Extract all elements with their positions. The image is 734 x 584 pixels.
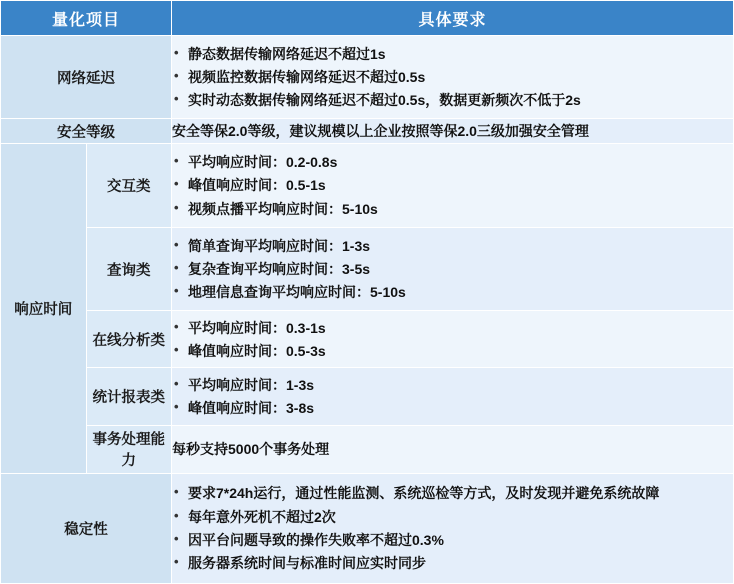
subcategory-interactive: 交互类 (86, 144, 172, 227)
category-network-latency: 网络延迟 (1, 36, 172, 119)
table-row-network-latency (1, 36, 734, 119)
list-item: • 平均响应时间：1-3s (172, 375, 733, 395)
list-item: • 平均响应时间：0.3-1s (172, 318, 733, 338)
list-item: • 每年意外死机不超过2次 (172, 507, 733, 527)
table-row-response-online-analysis (1, 311, 734, 368)
table-row-stability (1, 474, 734, 584)
list-item: • 静态数据传输网络延迟不超过1s (172, 44, 733, 64)
list-item: • 平均响应时间：0.2-0.8s (172, 152, 733, 172)
list-item: • 峰值响应时间：3-8s (172, 398, 733, 418)
content-network-latency (172, 36, 734, 119)
security-level-text: 安全等保2.0等级，建议规模以上企业按照等保2.0三级加强安全管理 (172, 123, 589, 140)
list-item: • 因平台问题导致的操作失败率不超过0.3% (172, 530, 733, 550)
content-stability (172, 474, 734, 584)
list-item: • 视频点播平均响应时间：5-10s (172, 199, 733, 219)
table-row-response-query (1, 227, 734, 310)
list-item: • 地理信息查询平均响应时间：5-10s (172, 282, 733, 302)
category-security-level: 安全等级 (1, 119, 172, 144)
transaction-capacity-text: 每秒支持5000个事务处理 (172, 441, 330, 458)
list-item: • 复杂查询平均响应时间：3-5s (172, 259, 733, 279)
category-stability: 稳定性 (1, 474, 172, 584)
subcategory-query: 查询类 (86, 227, 172, 310)
list-item: • 视频监控数据传输网络延迟不超过0.5s (172, 67, 733, 87)
list-item: • 要求7*24h运行，通过性能监测、系统巡检等方式，及时发现并避免系统故障 (172, 483, 733, 503)
subcategory-statistics-report: 统计报表类 (86, 368, 172, 425)
table-row-response-report (1, 368, 734, 425)
table-row-response-interactive (1, 144, 734, 227)
list-item: • 峰值响应时间：0.5-1s (172, 175, 733, 195)
content-response-query (172, 227, 734, 310)
category-response-time: 响应时间 (1, 144, 87, 474)
list-item: • 服务器系统时间与标准时间应实时同步 (172, 553, 733, 573)
content-response-online-analysis (172, 311, 734, 368)
subcategory-online-analysis: 在线分析类 (86, 311, 172, 368)
content-response-report (172, 368, 734, 425)
table-row-transaction-capacity (1, 425, 734, 474)
list-item: • 实时动态数据传输网络延迟不超过0.5s，数据更新频次不低于2s (172, 90, 733, 110)
content-response-interactive (172, 144, 734, 227)
subcategory-transaction-capacity: 事务处理能力 (86, 425, 172, 474)
content-transaction-capacity (172, 425, 734, 474)
table-row-security-level (1, 119, 734, 144)
table-header-row (1, 1, 734, 36)
list-item: • 简单查询平均响应时间：1-3s (172, 236, 733, 256)
list-item: • 峰值响应时间：0.5-3s (172, 341, 733, 361)
content-security-level (172, 119, 734, 144)
header-cell-requirement: 具体要求 (172, 1, 734, 36)
header-cell-item: 量化项目 (1, 1, 172, 36)
